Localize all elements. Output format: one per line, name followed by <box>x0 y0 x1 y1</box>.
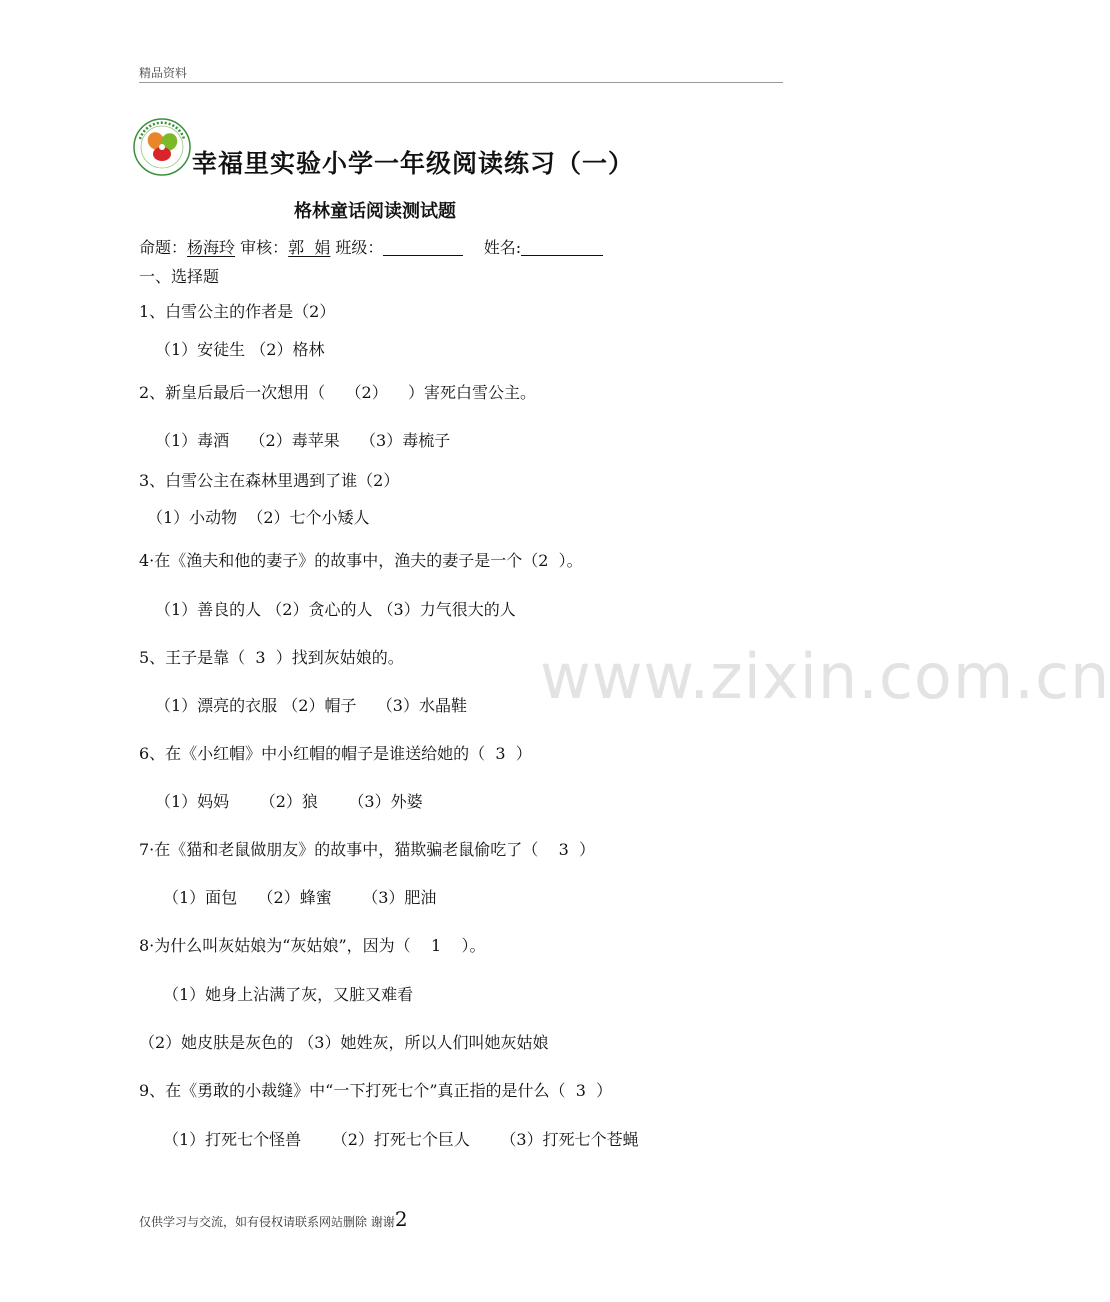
page-number: 2 <box>394 1207 408 1231</box>
watermark: www.zixin.com.cn <box>540 640 1110 713</box>
meta-line <box>139 235 603 258</box>
school-logo <box>132 117 192 177</box>
header-rule <box>139 82 783 83</box>
footer-text: 仅供学习与交流，如有侵权请联系网站删除 谢谢 <box>139 1215 395 1229</box>
question-line: 6、在《小红帽》中小红帽的帽子是谁送给她的（ 3 ） <box>139 744 532 763</box>
question-line: 5、王子是靠（ 3 ）找到灰姑娘的。 <box>139 648 404 667</box>
question-line: 2、新皇后最后一次想用（ （2） ）害死白雪公主。 <box>139 383 537 402</box>
author-label: 命题： <box>139 238 188 257</box>
question-line: 8·为什么叫灰姑娘为“灰姑娘”，因为（ 1 ）。 <box>139 936 486 955</box>
option-line: （1）毒酒 （2）毒苹果 （3）毒梳子 <box>155 431 451 450</box>
option-line: （1）善良的人 （2）贪心的人 （3）力气很大的人 <box>155 600 516 619</box>
reviewer-label: 审核： <box>240 238 289 257</box>
option-line: （1）妈妈 （2）狼 （3）外婆 <box>155 792 423 811</box>
author-name: 杨海玲 <box>187 238 236 257</box>
option-line: （1）打死七个怪兽 （2）打死七个巨人 （3）打死七个苍蝇 <box>163 1130 639 1149</box>
name-blank <box>521 239 603 256</box>
class-blank <box>383 239 463 256</box>
option-line: （1）面包 （2）蜂蜜 （3）肥油 <box>163 888 437 907</box>
option-line: （1）漂亮的衣服 （2）帽子 （3）水晶鞋 <box>155 696 467 715</box>
option-line: （2）她皮肤是灰色的 （3）她姓灰，所以人们叫她灰姑娘 <box>139 1033 549 1052</box>
name-label: 姓名: <box>483 238 522 257</box>
page-subtitle: 格林童话阅读测试题 <box>294 201 456 222</box>
question-line: 1、白雪公主的作者是（2） <box>139 302 336 321</box>
header-label: 精品资料 <box>139 66 188 80</box>
question-line: 9、在《勇敢的小裁缝》中“一下打死七个”真正指的是什么（ 3 ） <box>139 1081 613 1100</box>
option-line: （1）安徒生 （2）格林 <box>155 340 325 359</box>
section-heading: 一、选择题 <box>139 267 220 286</box>
reviewer-name: 郭 娟 <box>288 238 331 257</box>
page-title: 幸福里实验小学一年级阅读练习（一） <box>192 149 635 178</box>
question-line: 7·在《猫和老鼠做朋友》的故事中，猫欺骗老鼠偷吃了（ 3 ） <box>139 840 595 859</box>
option-line: （1）她身上沾满了灰，又脏又难看 <box>163 985 414 1004</box>
footer <box>139 1207 408 1231</box>
option-line: （1）小动物 （2）七个小矮人 <box>147 508 370 527</box>
question-line: 4·在《渔夫和他的妻子》的故事中，渔夫的妻子是一个（2 ）。 <box>139 551 583 570</box>
question-line: 3、白雪公主在森林里遇到了谁（2） <box>139 471 400 490</box>
class-label: 班级： <box>335 238 384 257</box>
